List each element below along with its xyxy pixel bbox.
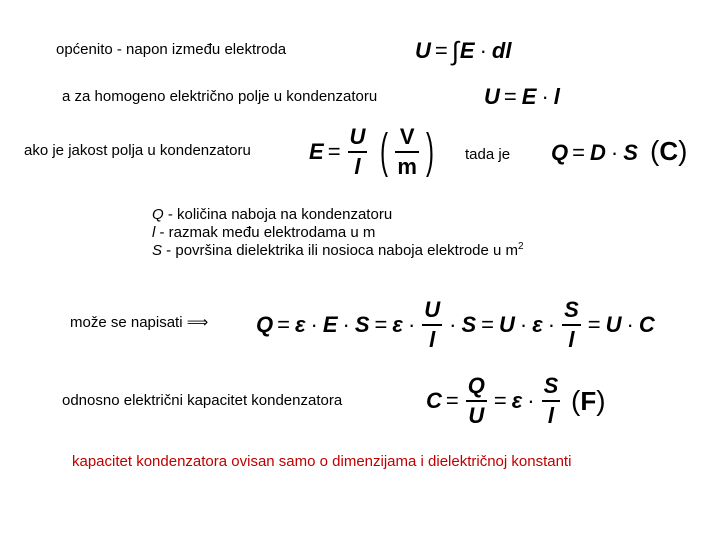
- formula-symbol: S: [623, 140, 638, 165]
- formula-symbol: E: [322, 312, 338, 337]
- integral-symbol: ∫: [451, 35, 459, 66]
- then-text: tada je: [465, 146, 511, 163]
- formula-symbol: U: [499, 312, 515, 337]
- formula-operator: =: [277, 312, 290, 337]
- definitions-block: [152, 206, 524, 260]
- fraction-denominator: m: [397, 154, 417, 179]
- fraction-numerator: U: [349, 124, 366, 149]
- field-strength-formula: [309, 122, 438, 182]
- formula-symbol: D: [589, 140, 606, 165]
- formula-operator: ·: [626, 312, 634, 337]
- charge-derivation-formula: [256, 296, 656, 354]
- fraction-numerator: S: [564, 297, 579, 322]
- formula-operator: ·: [407, 312, 416, 337]
- formula-symbol: ε: [392, 312, 403, 337]
- fraction: [562, 298, 581, 352]
- definition-superscript: 2: [518, 241, 524, 252]
- formula-symbol: U: [484, 84, 500, 109]
- field-strength-text: ako je jakost polja u kondenzatoru: [24, 142, 251, 159]
- formula-operator: =: [445, 388, 459, 413]
- formula-operator: ·: [449, 312, 457, 337]
- definition-q: [152, 206, 524, 224]
- formula-symbol: E: [459, 38, 475, 63]
- formula-symbol: C: [426, 388, 442, 413]
- right-paren: ): [425, 125, 434, 178]
- unit-close-paren: ): [596, 385, 606, 416]
- unit-open-paren: (: [571, 385, 581, 416]
- definition-s: [152, 242, 524, 260]
- charge-unit: [650, 134, 687, 168]
- formula-operator: ·: [547, 312, 556, 337]
- formula-operator: =: [434, 38, 448, 63]
- formula-symbol: Q: [551, 140, 569, 165]
- formula-symbol: C: [638, 312, 655, 337]
- definition-l: [152, 224, 524, 242]
- fraction: [348, 125, 368, 179]
- formula-operator: =: [587, 312, 601, 337]
- fraction: [542, 374, 561, 428]
- unit-letter: F: [580, 385, 597, 416]
- formula-operator: ·: [541, 84, 549, 109]
- formula-symbol: U: [415, 38, 431, 63]
- capacitance-unit: [571, 384, 606, 418]
- fraction: [422, 298, 442, 352]
- capacitance-text: odnosno električni kapacitet kondenzatora: [62, 392, 343, 409]
- formula-symbol: l: [553, 84, 560, 109]
- fraction-denominator: U: [468, 403, 485, 428]
- formula-operator: =: [327, 139, 341, 164]
- fraction: [466, 374, 487, 428]
- conclusion-text: kapacitet kondenzatora ovisan samo o dimenzijama i dielektričnoj konstanti: [72, 453, 572, 470]
- unit-close-paren: ): [678, 135, 688, 166]
- charge-formula: [551, 138, 639, 168]
- formula-operator: =: [493, 388, 507, 413]
- formula-symbol: dl: [491, 38, 512, 63]
- formula-symbol: U: [605, 312, 622, 337]
- capacitance-formula: [426, 372, 563, 430]
- fraction-numerator: V: [399, 124, 415, 149]
- formula-symbol: E: [309, 139, 324, 164]
- fraction-denominator: l: [354, 154, 361, 179]
- formula-operator: ·: [610, 140, 619, 165]
- fraction-numerator: U: [424, 297, 441, 322]
- formula-symbol: ε: [532, 312, 543, 337]
- fraction-denominator: l: [568, 327, 575, 352]
- general-voltage-text: općenito - napon između elektroda: [56, 41, 287, 58]
- formula-operator: ·: [310, 312, 318, 337]
- formula-operator: =: [374, 312, 388, 337]
- formula-operator: ·: [479, 38, 487, 63]
- formula-operator: ·: [519, 312, 528, 337]
- fraction-numerator: S: [543, 373, 559, 398]
- unit-open-paren: (: [650, 135, 660, 166]
- voltage-integral-formula: [415, 36, 512, 66]
- formula-symbol: ε: [511, 388, 523, 413]
- formula-symbol: E: [521, 84, 537, 109]
- definition-symbol: S: [152, 242, 163, 259]
- formula-symbol: ε: [294, 312, 306, 337]
- homogeneous-field-text: a za homogeno električno polje u kondenzatoru: [62, 88, 378, 105]
- fraction-denominator: l: [429, 327, 436, 352]
- unit-fraction: [395, 125, 419, 179]
- formula-symbol: Q: [256, 312, 274, 337]
- can-be-written-text: može se napisati ⟹: [70, 314, 209, 331]
- left-paren: (: [380, 125, 389, 178]
- formula-operator: =: [572, 140, 585, 165]
- formula-operator: ·: [342, 312, 350, 337]
- fraction-numerator: Q: [467, 373, 485, 398]
- formula-operator: ·: [527, 388, 535, 413]
- fraction-denominator: l: [547, 403, 554, 428]
- formula-symbol: S: [354, 312, 370, 337]
- unit-letter: C: [659, 135, 679, 166]
- definition-text: - površina dielektrika ili nosioca naboja elektrode u m: [162, 242, 519, 259]
- definition-symbol: l: [152, 224, 156, 241]
- definition-symbol: Q: [152, 206, 164, 223]
- voltage-homogeneous-formula: [484, 82, 561, 112]
- definition-text: - razmak među elektrodama u m: [155, 224, 376, 241]
- formula-operator: =: [481, 312, 495, 337]
- formula-symbol: S: [461, 312, 477, 337]
- formula-operator: =: [503, 84, 517, 109]
- definition-text: - količina naboja na kondenzatoru: [163, 206, 393, 223]
